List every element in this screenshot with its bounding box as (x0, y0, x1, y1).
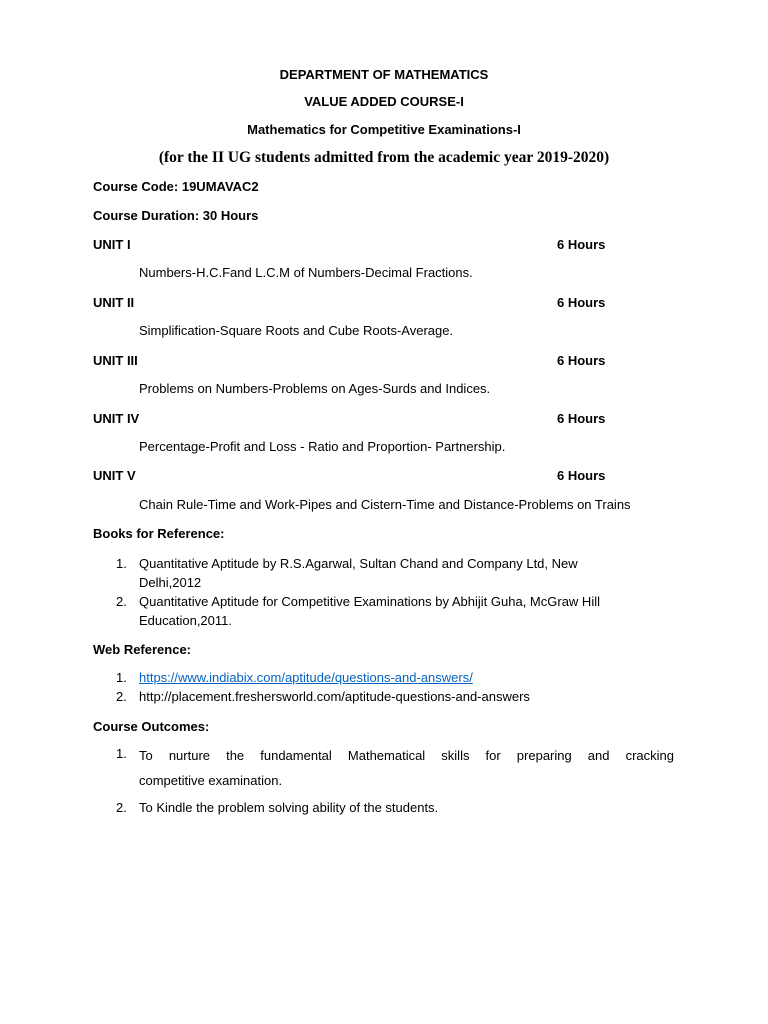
unit-hours: 6 Hours (557, 353, 606, 368)
unit-topics: Problems on Numbers-Problems on Ages-Surds and Indices. (139, 381, 491, 396)
unit-topics: Chain Rule-Time and Work-Pipes and Cistern-Time and Distance-Problems on Trains (139, 497, 631, 512)
course-subtitle: (for the II UG students admitted from the academic year 2019-2020) (158, 149, 610, 166)
unit-hours: 6 Hours (557, 411, 606, 426)
books-heading: Books for Reference: (93, 526, 225, 541)
course-title-heading: Mathematics for Competitive Examinations-I (247, 122, 521, 137)
unit-name: UNIT V (93, 468, 136, 483)
unit-topics: Simplification-Square Roots and Cube Roots-Average. (139, 323, 454, 338)
unit-hours: 6 Hours (557, 295, 606, 310)
list-number: 1. (116, 746, 127, 761)
list-number: 2. (116, 689, 127, 704)
list-number: 1. (116, 670, 127, 685)
unit-topics: Percentage-Profit and Loss - Ratio and Proportion- Partnership. (139, 439, 506, 454)
outcomes-heading: Course Outcomes: (93, 719, 210, 734)
web-reference-heading: Web Reference: (93, 642, 192, 657)
unit-hours: 6 Hours (557, 468, 606, 483)
list-number: 2. (116, 594, 127, 609)
unit-name: UNIT I (93, 237, 131, 252)
outcome-line: To Kindle the problem solving ability of the students. (139, 800, 439, 815)
list-number: 2. (116, 800, 127, 815)
department-heading: DEPARTMENT OF MATHEMATICS (279, 67, 489, 82)
unit-topics: Numbers-H.C.Fand L.C.M of Numbers-Decimal Fractions. (139, 265, 473, 280)
book-reference-line: Education,2011. (139, 613, 232, 628)
course-duration: Course Duration: 30 Hours (93, 208, 259, 223)
web-reference-link[interactable]: https://www.indiabix.com/aptitude/questions-and-answers/ (139, 670, 473, 685)
unit-name: UNIT III (93, 353, 138, 368)
unit-name: UNIT II (93, 295, 135, 310)
web-reference-text: http://placement.freshersworld.com/aptitude-questions-and-answers (139, 689, 530, 704)
unit-name: UNIT IV (93, 411, 140, 426)
course-type-heading: VALUE ADDED COURSE-I (304, 94, 464, 109)
unit-hours: 6 Hours (557, 237, 606, 252)
outcome-line: To nurture the fundamental Mathematical skills for preparing and cracking (139, 748, 674, 763)
list-number: 1. (116, 556, 127, 571)
book-reference-line: Quantitative Aptitude for Competitive Examinations by Abhijit Guha, McGraw Hill (139, 594, 600, 609)
book-reference-line: Delhi,2012 (139, 575, 202, 590)
book-reference-line: Quantitative Aptitude by R.S.Agarwal, Sultan Chand and Company Ltd, New (139, 556, 578, 571)
course-code: Course Code: 19UMAVAC2 (93, 179, 259, 194)
outcome-line: competitive examination. (139, 773, 283, 788)
